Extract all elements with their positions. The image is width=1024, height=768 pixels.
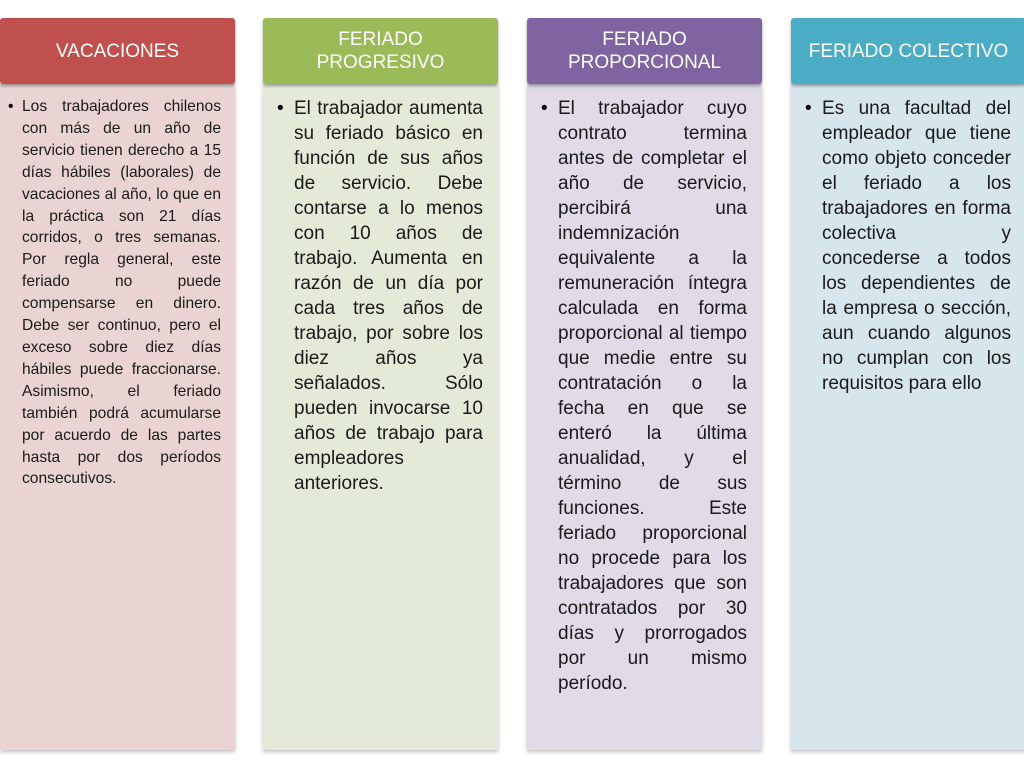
column-title-line: FERIADO	[602, 29, 687, 50]
column-title-line: PROGRESIVO	[316, 52, 445, 73]
column-text-vacaciones: Los trabajadores chilenos con más de un año de servicio tienen derecho a 15 días hábiles (laborales) de vacaciones al año, lo que en la práctica son 21 días corridos, o tres semanas. Por regla general, este feriado no puede compensarse en dinero. Debe ser continuo, pero el exceso sobre diez días hábiles puede fraccionarse. Asimismo, el feriado también podrá acumularse por acuerdo de las partes hasta por dos períodos consecutivos.	[22, 98, 221, 488]
column-feriado-progresivo	[263, 18, 498, 750]
column-panel-feriado-progresivo	[263, 84, 498, 750]
bullet-icon: •	[8, 98, 14, 115]
column-text-feriado-proporcional: El trabajador cuyo contrato termina antes de completar el año de servicio, percibirá una indemnización equivalente a la remuneración íntegra calculada en forma proporcional al tiempo que medie entre su contratación o la fecha en que se enteró la última anualidad, y el término de sus funciones. Este feriado proporcional no procede para los trabajadores que son contratados por 30 días y prorrogados por un mismo período.	[558, 98, 747, 694]
column-panel-feriado-colectivo	[791, 84, 1024, 750]
column-header-feriado-progresivo	[263, 18, 498, 84]
column-vacaciones	[0, 18, 235, 750]
column-title-line: PROPORCIONAL	[567, 52, 722, 73]
column-header-feriado-proporcional	[527, 18, 762, 84]
column-title-line: VACACIONES	[55, 40, 180, 62]
column-title-line: FERIADO COLECTIVO	[808, 40, 1009, 62]
column-panel-feriado-proporcional	[527, 84, 762, 750]
bullet-icon: •	[277, 98, 284, 119]
column-feriado-proporcional	[527, 18, 762, 750]
column-text-feriado-colectivo: Es una facultad del empleador que tiene como objeto conceder el feriado a los trabajadores en forma colectiva y concederse a todos los dependientes de la empresa o sección, aun cuando algunos no cumplan con los requisitos para ello	[822, 98, 1011, 394]
column-header-feriado-colectivo	[791, 18, 1024, 84]
column-panel-vacaciones	[0, 84, 235, 750]
column-text-feriado-progresivo: El trabajador aumenta su feriado básico en función de sus años de servicio. Debe contarse a lo menos con 10 años de trabajo. Aumenta en razón de un día por cada tres años de trabajo, por sobre los diez años ya señalados. Sólo pueden invocarse 10 años de trabajo para empleadores anteriores.	[294, 98, 483, 494]
bullet-icon: •	[805, 98, 812, 119]
bullet-icon: •	[541, 98, 548, 119]
column-header-vacaciones	[0, 18, 235, 84]
column-title-line: FERIADO	[338, 29, 423, 50]
column-feriado-colectivo	[791, 18, 1024, 750]
